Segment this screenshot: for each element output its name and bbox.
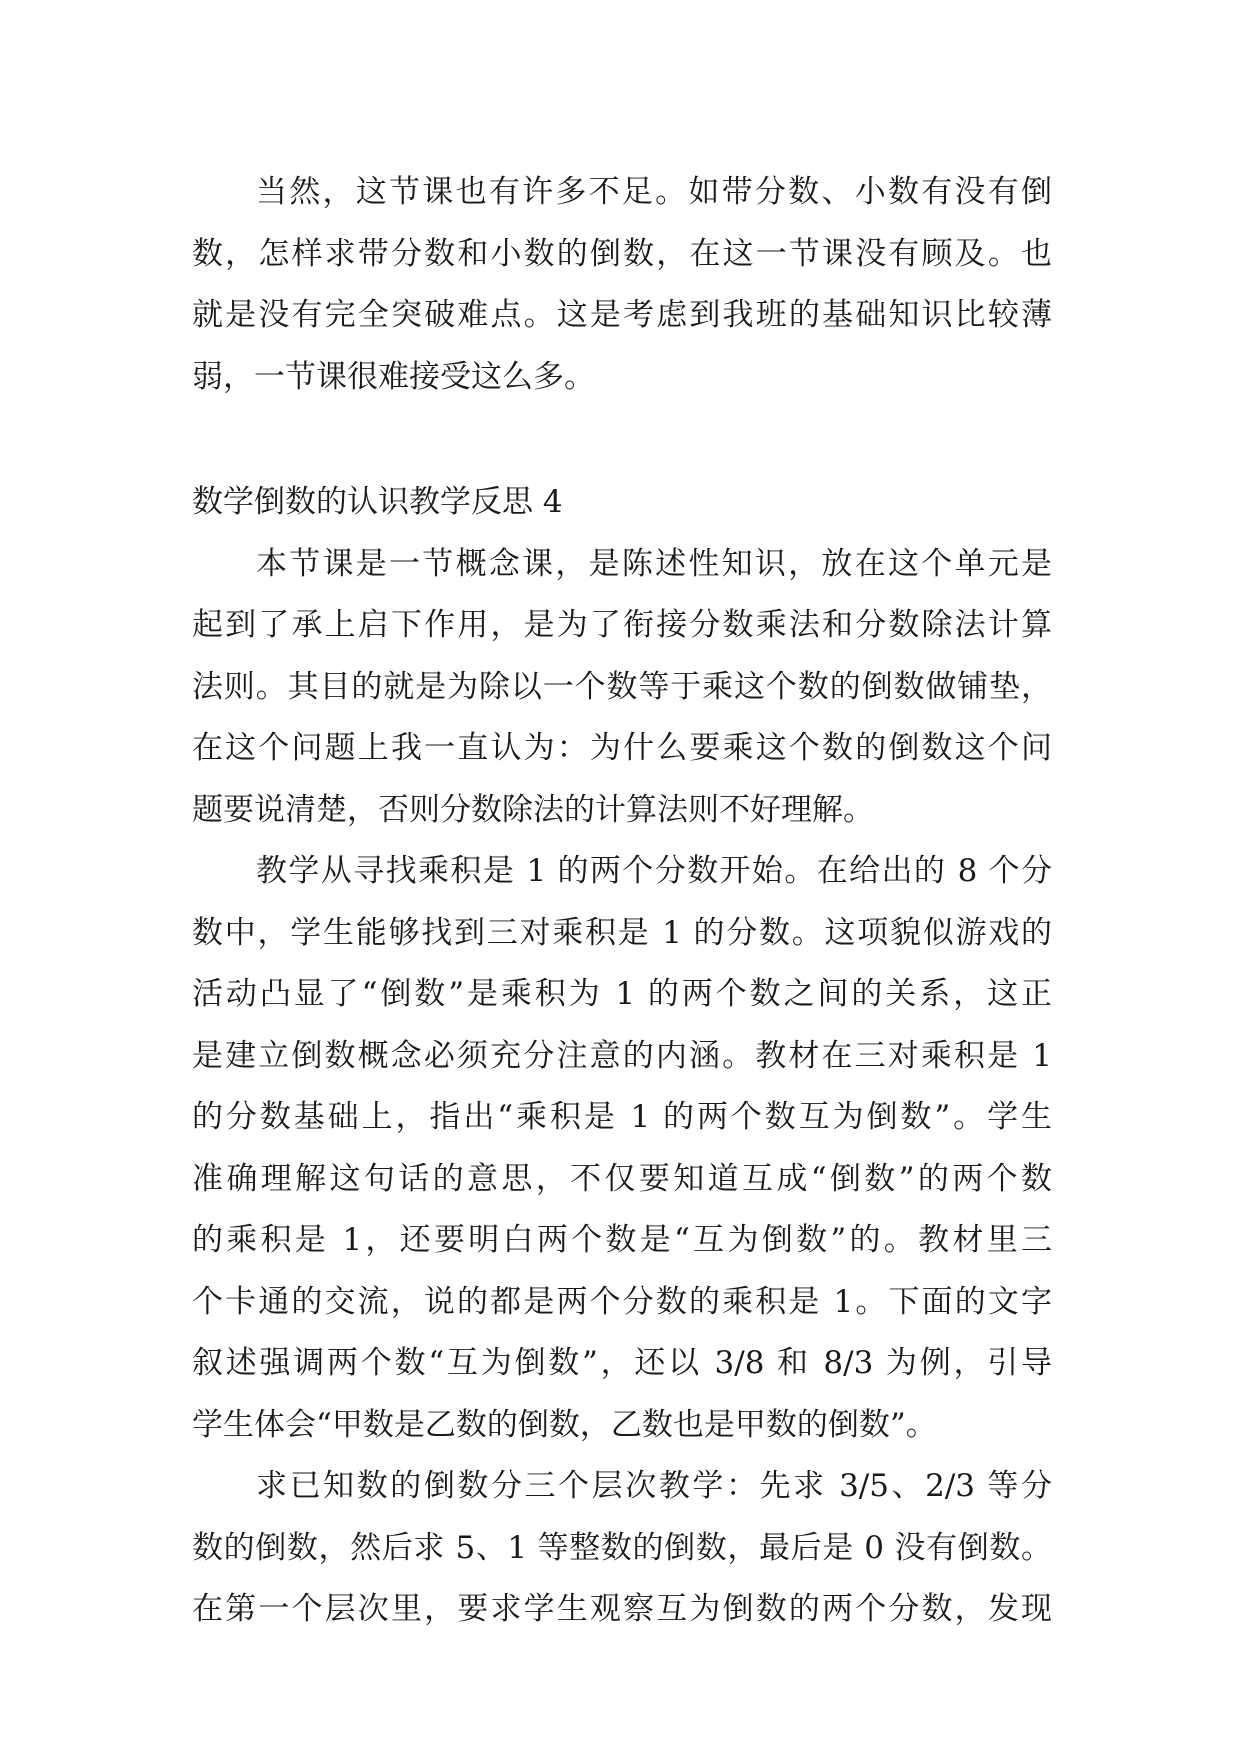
text-line: 个卡通的交流，说的都是两个分数的乘积是 1。下面的文字: [192, 1283, 1052, 1320]
paragraph-shortcomings: [192, 162, 1052, 408]
text-line: 就是没有完全突破难点。这是考虑到我班的基础知识比较薄: [192, 297, 1052, 333]
text-line: 法则。其目的就是为除以一个数等于乘这个数的倒数做铺垫，: [192, 668, 1052, 705]
text-line: 学生体会“甲数是乙数的倒数，乙数也是甲数的倒数”。: [192, 1406, 937, 1443]
section-gap: [192, 408, 1052, 472]
text-line: 的分数基础上，指出“乘积是 1 的两个数互为倒数”。学生: [192, 1099, 1052, 1135]
text-line: 弱，一节课很难接受这么多。: [192, 358, 595, 395]
text-line: 活动凸显了“倒数”是乘积为 1 的两个数之间的关系，这正: [192, 976, 1052, 1012]
text-line: 是建立倒数概念必须充分注意的内涵。教材在三对乘积是 1: [192, 1037, 1052, 1074]
text-line: 叙述强调两个数“互为倒数”，还以 3/8 和 8/3 为例，引导: [192, 1345, 1052, 1381]
paragraph-concept-lesson: [192, 534, 1052, 842]
text-line: 本节课是一节概念课，是陈述性知识，放在这个单元是: [256, 545, 1052, 582]
text-line: 题要说清楚，否则分数除法的计算法则不好理解。: [192, 791, 874, 828]
text-line: 在第一个层次里，要求学生观察互为倒数的两个分数，发现: [192, 1591, 1052, 1627]
text-line: 数，怎样求带分数和小数的倒数，在这一节课没有顾及。也: [192, 235, 1052, 272]
document-page: [192, 162, 1052, 1641]
text-line: 数中，学生能够找到三对乘积是 1 的分数。这项貌似游戏的: [192, 914, 1052, 951]
text-line: 数的倒数，然后求 5、1 等整数的倒数，最后是 0 没有倒数。: [192, 1529, 1052, 1566]
text-line: 在这个问题上我一直认为：为什么要乘这个数的倒数这个问: [192, 730, 1052, 766]
text-line: 起到了承上启下作用，是为了衔接分数乘法和分数除法计算: [192, 607, 1052, 643]
text-line: 求已知数的倒数分三个层次教学：先求 3/5、2/3 等分: [256, 1468, 1052, 1504]
text-line: 准确理解这句话的意思，不仅要知道互成“倒数”的两个数: [192, 1160, 1052, 1197]
text-line: 当然，这节课也有许多不足。如带分数、小数有没有倒: [256, 174, 1052, 210]
paragraph-product-is-one: [192, 841, 1052, 1456]
text-line: 的乘积是 1，还要明白两个数是“互为倒数”的。教材里三: [192, 1222, 1052, 1258]
paragraph-three-levels: [192, 1456, 1052, 1641]
text-line: 教学从寻找乘积是 1 的两个分数开始。在给出的 8 个分: [256, 853, 1052, 889]
section-heading: 数学倒数的认识教学反思 4: [192, 484, 563, 520]
